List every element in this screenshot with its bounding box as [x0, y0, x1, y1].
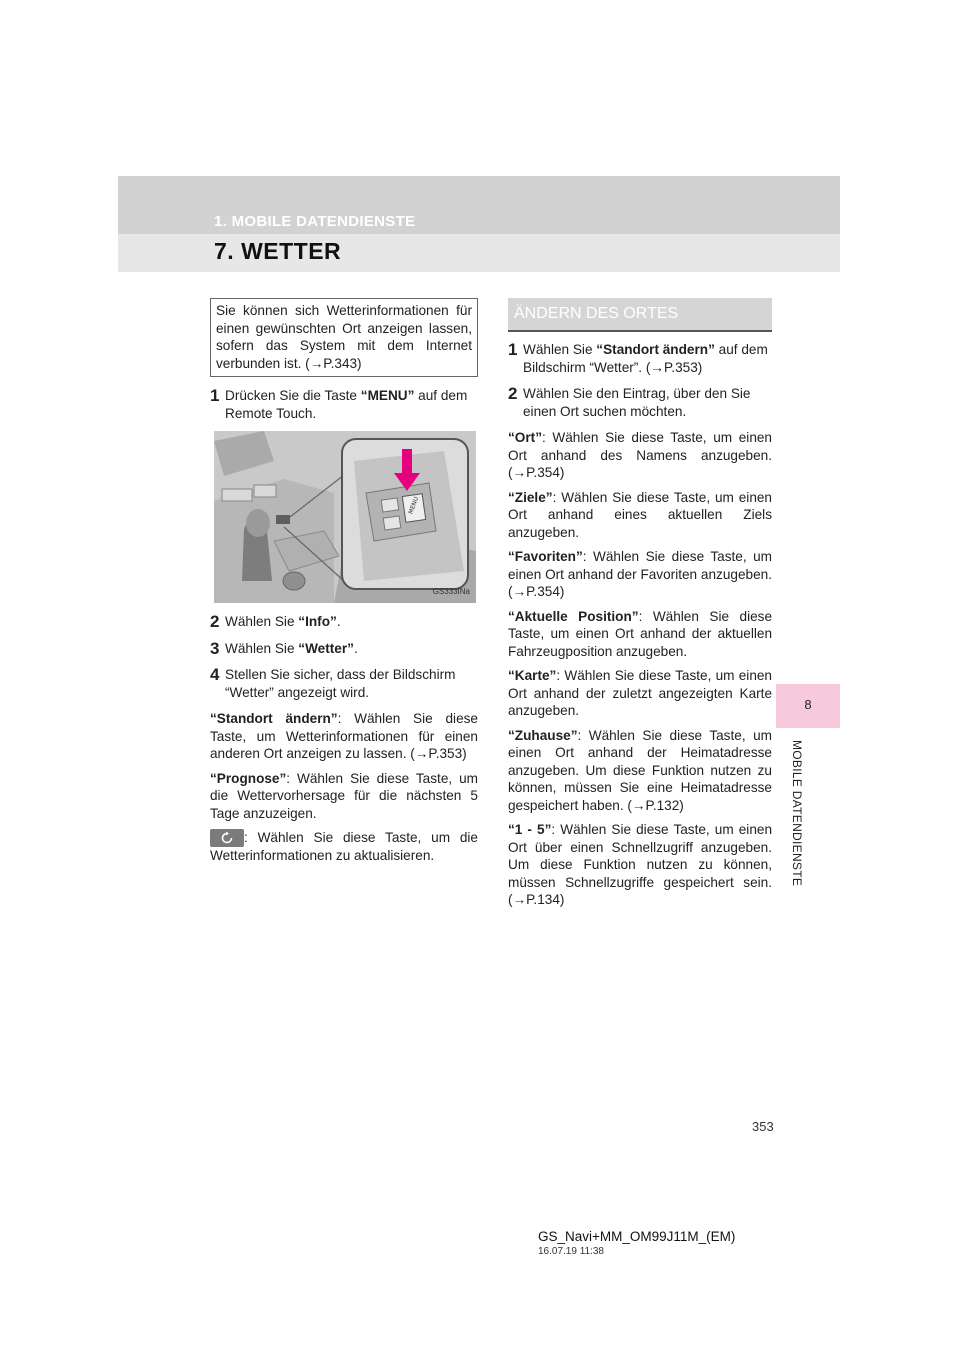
step-1: [508, 341, 772, 376]
item-refresh: : Wählen Sie diese Taste, um die Wetterinformationen zu aktualisieren.: [210, 830, 478, 863]
section-title: 1. MOBILE DATENDIENSTE: [214, 213, 416, 230]
step-number: 2: [508, 384, 518, 403]
chapter-number: 8: [804, 697, 812, 712]
step-2: [210, 613, 478, 631]
step-number: 2: [210, 612, 220, 631]
section-heading: ÄNDERN DES ORTES: [508, 298, 772, 332]
page-header: [118, 176, 840, 272]
item-karte: “Karte”: Wählen Sie diese Taste, um einen Ort anhand der zuletzt angezeigten Karte anzugeben.: [508, 668, 772, 718]
step-number: 3: [210, 638, 220, 658]
chapter-label: MOBILE DATENDIENSTE: [790, 740, 804, 887]
step-1: [210, 387, 478, 422]
step-2: [508, 385, 772, 420]
item-ziele: “Ziele”: Wählen Sie diese Taste, um einen Ort anhand eines aktuellen Ziels anzugeben.: [508, 489, 772, 540]
step-text: Wählen Sie “Standort ändern” auf dem Bildschirm “Wetter”. (→P.353): [523, 342, 768, 375]
item-standort-aendern: “Standort ändern”: Wählen Sie diese Taste, um Wetterinformationen für einen anderen Ort anzeigen zu lassen. (→P.353): [210, 711, 478, 761]
console-illustration: [214, 431, 476, 603]
page-number: 353: [752, 1119, 774, 1134]
refresh-icon: [210, 829, 244, 847]
step-number: 1: [210, 386, 220, 405]
intro-box: Sie können sich Wetterinformationen für einen gewünschten Ort anzeigen lassen, sofern das System mit dem Internet verbunden ist. (→P.343): [210, 298, 478, 377]
step-text: Wählen Sie den Eintrag, über den Sie einen Ort suchen möchten.: [523, 386, 751, 419]
item-zuhause: “Zuhause”: Wählen Sie diese Taste, um einen Ort anhand der Heimatadresse anzugeben. Um diese Funktion nutzen zu können, müssen Sie eine Heimatadresse gespeichert haben. (→P.132): [508, 727, 772, 813]
item-schnellzugriff: “1 - 5”: Wählen Sie diese Taste, um einen Ort über einen Schnellzugriff anzugeben. Um diese Funktion nutzen zu können, müssen Schnellzugriffe gespeichert sein. (→P.134): [508, 822, 772, 907]
item-favoriten: “Favoriten”: Wählen Sie diese Taste, um einen Ort anhand der Favoriten anzugeben. (→P.354): [508, 549, 772, 599]
right-column: [508, 298, 772, 916]
step-4: [210, 666, 478, 701]
remote-touch-photo: [214, 431, 476, 603]
step-number: 4: [210, 665, 220, 684]
menu-key-label: MENU: [407, 495, 421, 516]
document-code: GS_Navi+MM_OM99J11M_(EM): [538, 1229, 736, 1244]
figure-code: GS333INa: [432, 586, 470, 596]
step-number: 1: [508, 340, 518, 359]
step-text: Stellen Sie sicher, dass der Bildschirm “Wetter” angezeigt wird.: [225, 667, 456, 700]
step-text: Wählen Sie “Wetter”.: [225, 640, 358, 656]
page-title: 7. WETTER: [214, 238, 342, 264]
item-prognose: “Prognose”: Wählen Sie diese Taste, um die Wettervorhersage für die nächsten 5 Tage anzuzeigen.: [210, 770, 478, 821]
left-column: [210, 298, 478, 872]
step-text: Drücken Sie die Taste “MENU” auf dem Remote Touch.: [225, 388, 468, 421]
document-timestamp: 16.07.19 11:38: [538, 1246, 604, 1257]
item-aktuelle-position: “Aktuelle Position”: Wählen Sie diese Taste, um einen Ort anhand der aktuellen Fahrzeugposition anzugeben.: [508, 608, 773, 659]
chapter-tab: [776, 684, 840, 728]
step-3: [210, 640, 478, 658]
step-text: Wählen Sie “Info”.: [225, 614, 341, 629]
item-ort: “Ort”: Wählen Sie diese Taste, um einen Ort anhand des Namens anzugeben. (→P.354): [508, 430, 772, 480]
